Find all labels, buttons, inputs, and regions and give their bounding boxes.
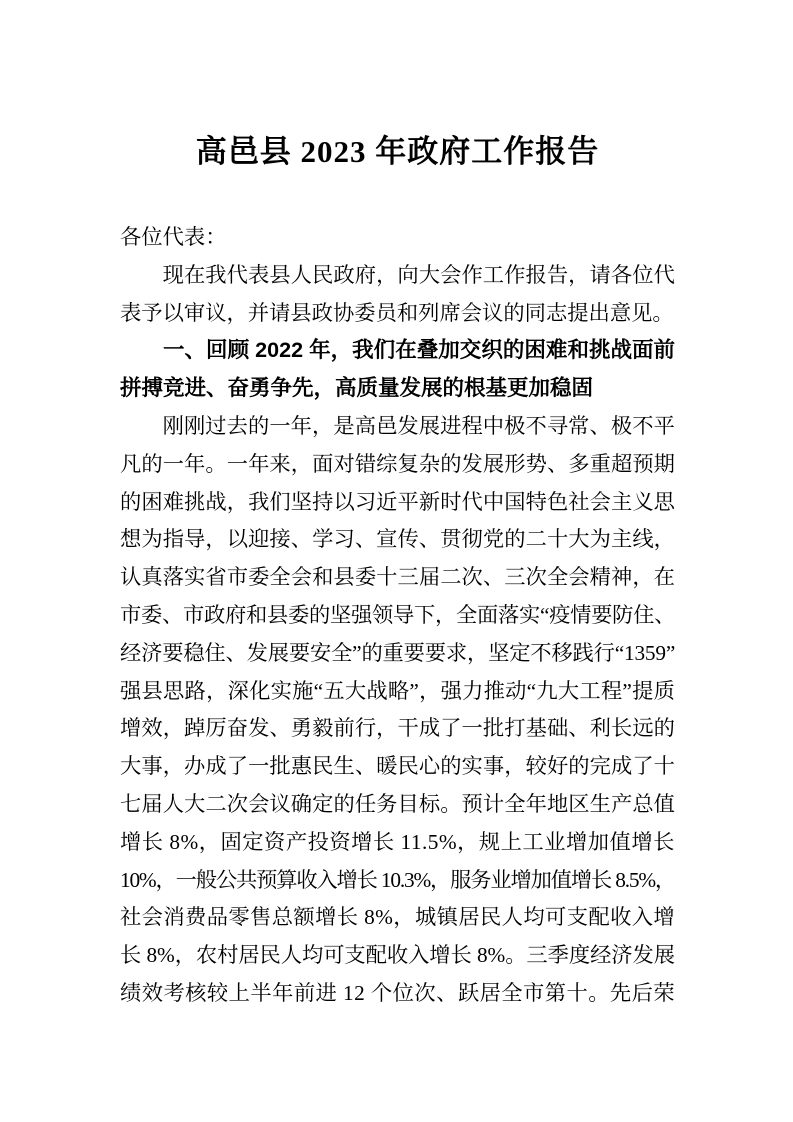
intro-paragraph-line xyxy=(120,295,675,333)
section1-heading-line xyxy=(120,370,675,408)
section1-paragraph-line xyxy=(120,408,675,446)
paragraph-line-text: 市委、市政府和县委的坚强领导下，全面落实“疫情要防住、 xyxy=(120,602,676,627)
paragraph-line-text: 增长 8%，固定资产投资增长 11.5%，规上工业增加值增长 xyxy=(120,829,675,854)
paragraph-line-text: 10%，一般公共预算收入增长 10.3%，服务业增加值增长 8.5%， xyxy=(120,867,675,892)
section1-paragraph-line xyxy=(120,446,675,484)
intro-paragraph-line xyxy=(120,257,675,295)
section1-paragraph-line xyxy=(120,824,675,862)
paragraph-line-text: 凡的一年。一年来，面对错综复杂的发展形势、多重超预期 xyxy=(120,451,676,476)
document-content xyxy=(120,0,675,1013)
section1-heading-line xyxy=(120,332,675,370)
paragraph-line-text: 认真落实省市委全会和县委十三届二次、三次全会精神，在 xyxy=(120,565,676,590)
section1-paragraph-line xyxy=(120,975,675,1013)
intro-line-text: 现在我代表县人民政府，向大会作工作报告，请各位代 xyxy=(162,262,675,287)
paragraph-line-text: 长 8%，农村居民人均可支配收入增长 8%。三季度经济发展 xyxy=(120,943,675,968)
section1-paragraph-line xyxy=(120,673,675,711)
paragraph-line-text: 社会消费品零售总额增长 8%，城镇居民人均可支配收入增 xyxy=(120,905,676,930)
paragraph-line-text: 绩效考核较上半年前进 12 个位次、跃居全市第十。先后荣 xyxy=(120,980,676,1005)
paragraph-line-text: 大事，办成了一批惠民生、暖民心的实事，较好的完成了十 xyxy=(120,754,676,779)
paragraph-line-text: 强县思路，深化实施“五大战略”，强力推动“九大工程”提质 xyxy=(120,678,676,703)
section1-paragraph-line xyxy=(120,484,675,522)
paragraph-line-text: 想为指导，以迎接、学习、宣传、贯彻党的二十大为主线， xyxy=(120,527,676,552)
paragraph-line-text: 经济要稳住、发展要安全”的重要要求，坚定不移践行“1359” xyxy=(120,640,676,665)
section1-paragraph-line xyxy=(120,748,675,786)
section1-paragraph-line xyxy=(120,559,675,597)
heading-line-text: 拼搏竞进、奋勇争先，高质量发展的根基更加稳固 xyxy=(120,376,594,401)
paragraph-line-text: 的困难挑战，我们坚持以习近平新时代中国特色社会主义思 xyxy=(120,489,676,514)
section1-paragraph-line xyxy=(120,786,675,824)
salutation-line xyxy=(120,219,675,257)
paragraph-line-text: 刚刚过去的一年，是高邑发展进程中极不寻常、极不平 xyxy=(162,413,675,438)
section1-paragraph-line xyxy=(120,862,675,900)
section1-paragraph-line xyxy=(120,521,675,559)
section1-paragraph-line xyxy=(120,899,675,937)
document-title xyxy=(120,131,675,173)
section1-paragraph-line xyxy=(120,937,675,975)
section1-paragraph-line xyxy=(120,710,675,748)
salutation-text: 各位代表： xyxy=(120,225,227,249)
document-body xyxy=(120,219,675,1013)
paragraph-line-text: 七届人大二次会议确定的任务目标。预计全年地区生产总值 xyxy=(120,791,676,816)
heading-line-text: 一、回顾 2022 年，我们在叠加交织的困难和挑战面前 xyxy=(163,338,676,363)
document-title-text: 高邑县 2023 年政府工作报告 xyxy=(195,134,600,169)
intro-line-text: 表予以审议，并请县政协委员和列席会议的同志提出意见。 xyxy=(120,300,674,325)
paragraph-line-text: 增效，踔厉奋发、勇毅前行，干成了一批打基础、利长远的 xyxy=(120,716,676,741)
section1-paragraph-line xyxy=(120,635,675,673)
section1-paragraph-line xyxy=(120,597,675,635)
